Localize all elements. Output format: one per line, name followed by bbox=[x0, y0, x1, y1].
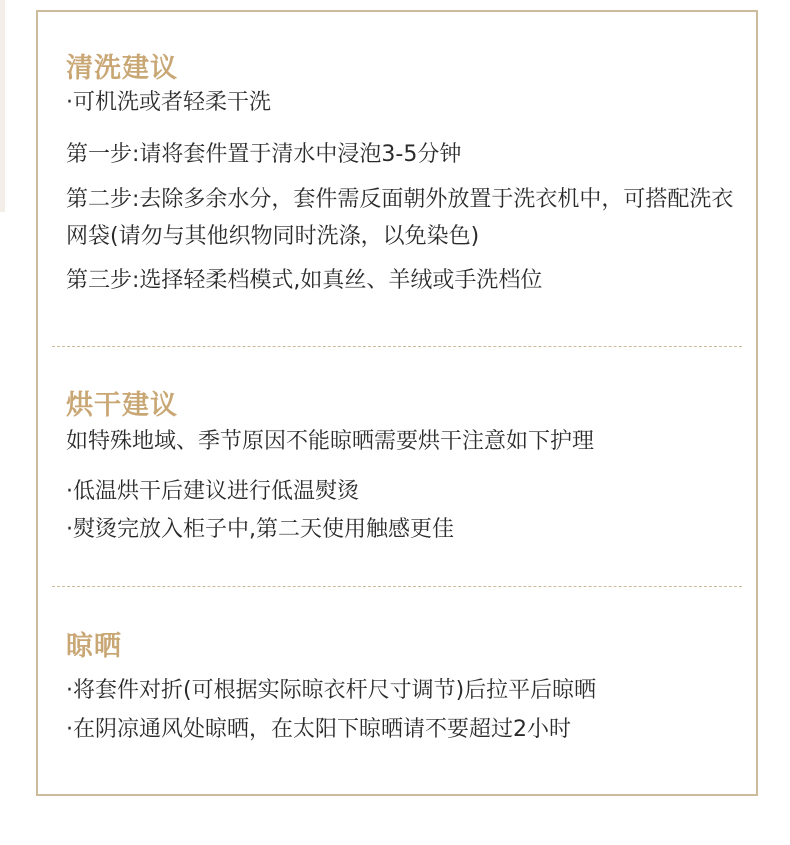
section-title-washing: 清洗建议 bbox=[66, 53, 178, 84]
section-title-airing: 晾晒 bbox=[66, 631, 122, 662]
section-title-drying: 烘干建议 bbox=[66, 390, 178, 421]
washing-section bbox=[66, 52, 736, 296]
airing-tip-2: ·在阴凉通风处晾晒，在太阳下晾晒请不要超过2小时 bbox=[66, 717, 571, 742]
wash-step-1: 第一步:请将套件置于清水中浸泡3-5分钟 bbox=[66, 142, 462, 167]
drying-intro-line: 如特殊地域、季节原因不能晾晒需要烘干注意如下护理 bbox=[66, 429, 595, 454]
wash-step-2: 第二步:去除多余水分，套件需反面朝外放置于洗衣机中，可搭配洗衣网袋(请勿与其他织物同时洗涤，以免染色) bbox=[66, 187, 734, 249]
section-divider-1 bbox=[52, 346, 742, 347]
airing-section bbox=[66, 630, 736, 745]
care-instructions-card bbox=[36, 10, 758, 796]
drying-tip-1: ·低温烘干后建议进行低温熨烫 bbox=[66, 479, 359, 504]
section-divider-2 bbox=[52, 586, 742, 587]
left-edge-strip bbox=[0, 0, 5, 212]
wash-step-3: 第三步:选择轻柔档模式,如真丝、羊绒或手洗档位 bbox=[66, 268, 543, 293]
wash-method-line: ·可机洗或者轻柔干洗 bbox=[66, 90, 271, 115]
drying-section bbox=[66, 389, 736, 545]
drying-tip-2: ·熨烫完放入柜子中,第二天使用触感更佳 bbox=[66, 517, 454, 542]
airing-tip-1: ·将套件对折(可根据实际晾衣杆尺寸调节)后拉平后晾晒 bbox=[66, 678, 597, 703]
